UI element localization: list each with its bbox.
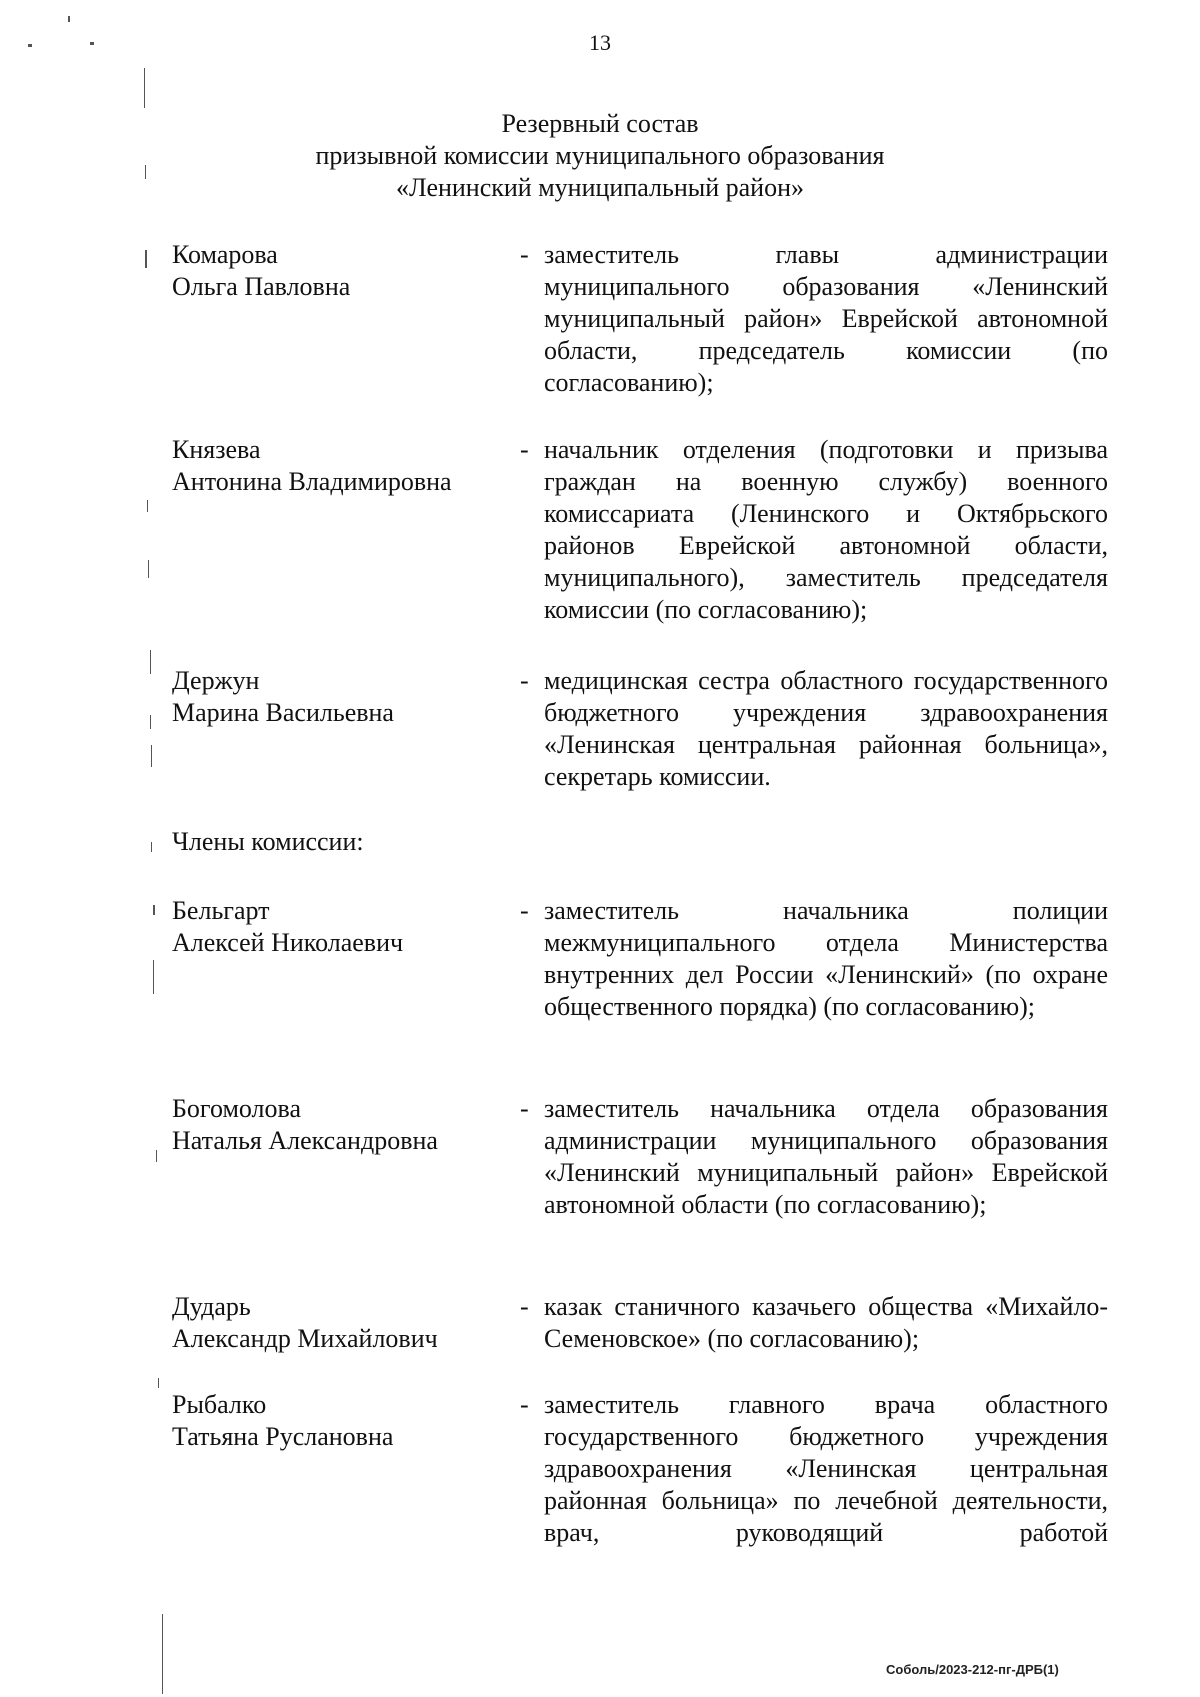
- person-surname: Держун: [172, 666, 260, 695]
- scan-artifact: [150, 650, 151, 674]
- entry-dash: -: [520, 1094, 529, 1123]
- page-number: 13: [589, 30, 611, 55]
- scan-artifact: [144, 68, 145, 108]
- members-heading: Члены комиссии:: [172, 827, 364, 856]
- person-surname: Бельгарт: [172, 896, 270, 925]
- person-given-names: Наталья Александровна: [172, 1126, 438, 1155]
- person-surname: Богомолова: [172, 1094, 302, 1123]
- person-surname: Князева: [172, 435, 261, 464]
- person-position: заместитель главного врача областного государственного бюджетного учреждения здравоохранения «Ленинская центральная районная больница» по лечебной деятельности, врач, руководящий работой: [544, 1390, 1108, 1547]
- person-name: [172, 1093, 512, 1157]
- title-line: «Ленинский муниципальный район»: [395, 173, 805, 202]
- entry-dash: -: [520, 666, 529, 695]
- person-position: казак станичного казачьего общества «Михайло-Семеновское» (по согласованию);: [544, 1292, 1108, 1353]
- person-given-names: Марина Васильевна: [172, 698, 394, 727]
- person-name: [172, 1291, 512, 1355]
- scan-artifact: [68, 16, 70, 22]
- scan-artifact: [158, 1378, 159, 1388]
- person-position: начальник отделения (подготовки и призыва граждан на военную службу) военного комиссариата (Ленинского и Октябрьского районов Еврейской автономной области, муниципального), заместитель председателя комиссии (по согласованию);: [544, 435, 1108, 624]
- entry-dash: -: [520, 435, 529, 464]
- person-given-names: Татьяна Руслановна: [172, 1422, 394, 1451]
- document-title: [0, 108, 1200, 204]
- person-given-names: Антонина Владимировна: [172, 467, 452, 496]
- person-surname: Рыбалко: [172, 1390, 267, 1419]
- person-position: медицинская сестра областного государственного бюджетного учреждения здравоохранения «Ленинская центральная районная больница», секретарь комиссии.: [544, 666, 1108, 791]
- title-line: призывной комиссии муниципального образования: [315, 141, 885, 170]
- person-given-names: Александр Михайлович: [172, 1324, 438, 1353]
- person-name: [172, 895, 512, 959]
- person-name: [172, 665, 512, 729]
- title-line: Резервный состав: [501, 109, 699, 138]
- person-given-names: Ольга Павловна: [172, 272, 351, 301]
- scan-artifact: [151, 842, 152, 852]
- entry-dash: -: [520, 1390, 529, 1419]
- scan-artifact: [147, 500, 148, 512]
- scan-artifact: [145, 250, 147, 268]
- person-position: заместитель главы администрации муниципального образования «Ленинский муниципальный район» Еврейской автономной области, председатель комиссии (по согласованию);: [544, 240, 1108, 397]
- person-position: заместитель начальника полиции межмуниципального отдела Министерства внутренних дел России «Ленинский» (по охране общественного порядка) (по согласованию);: [544, 896, 1108, 1021]
- entry-dash: -: [520, 896, 529, 925]
- person-given-names: Алексей Николаевич: [172, 928, 404, 957]
- scan-artifact: [148, 560, 149, 578]
- person-surname: Дударь: [172, 1292, 251, 1321]
- document-reference-code: Соболь/2023-212-пг-ДРБ(1): [886, 1662, 1059, 1677]
- person-name: [172, 239, 512, 303]
- scan-artifact: [156, 1150, 157, 1162]
- scan-artifact: [162, 1614, 163, 1694]
- entry-dash: -: [520, 240, 529, 269]
- scan-artifact: [153, 960, 154, 994]
- scan-artifact: [150, 715, 151, 729]
- person-name: [172, 434, 512, 498]
- scan-artifact: [151, 745, 152, 767]
- entry-dash: -: [520, 1292, 529, 1321]
- person-name: [172, 1389, 512, 1453]
- person-position: заместитель начальника отдела образования администрации муниципального образования «Ленинский муниципальный район» Еврейской автономной области (по согласованию);: [544, 1094, 1108, 1219]
- scan-artifact: [153, 905, 155, 915]
- person-surname: Комарова: [172, 240, 278, 269]
